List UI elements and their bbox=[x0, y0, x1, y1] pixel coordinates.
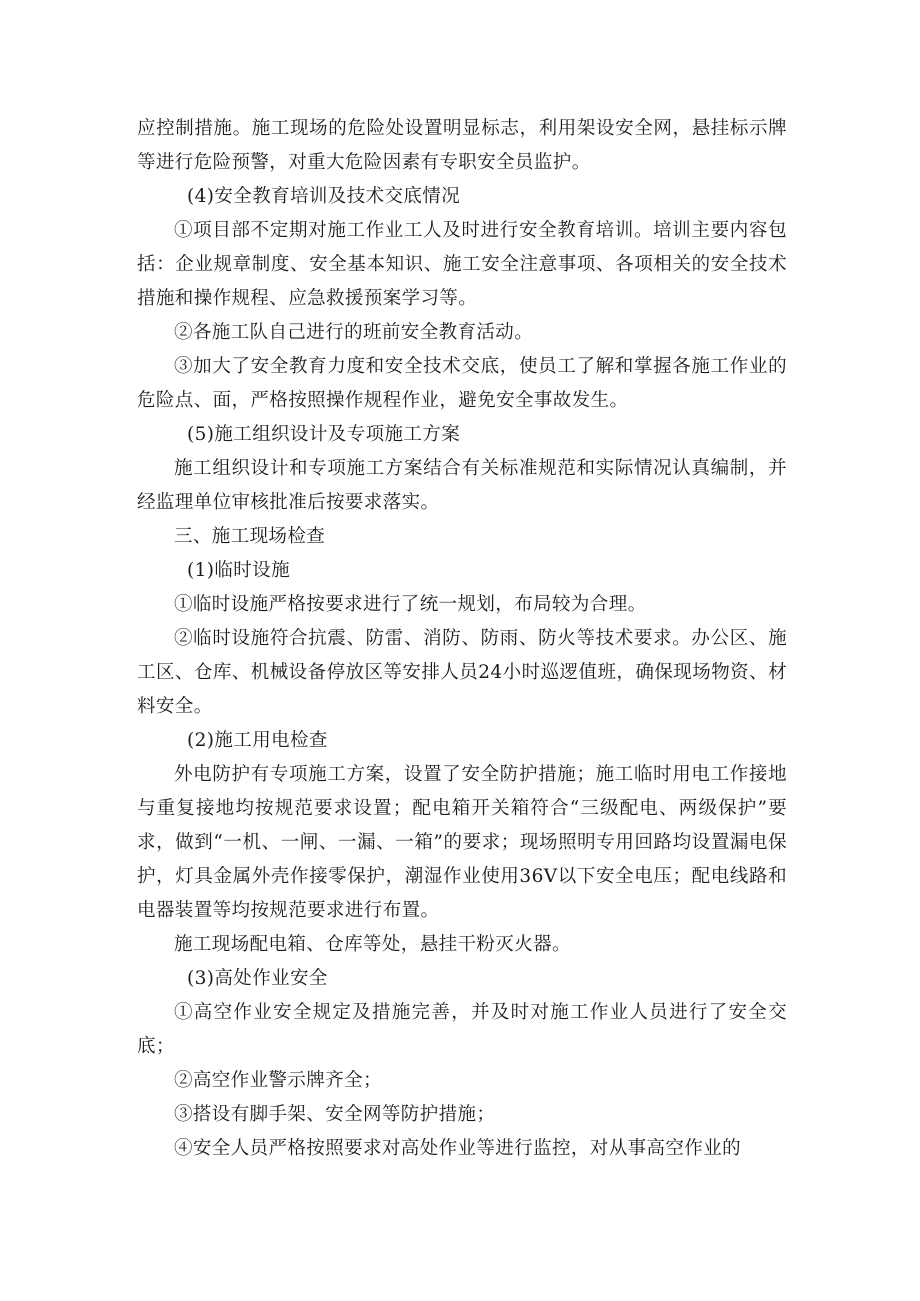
paragraph-training: ①项目部不定期对施工作业工人及时进行安全教育培训。培训主要内容包括：企业规章制度、安全基本知识、施工安全注意事项、各项相关的安全技术措施和操作规程、应急救援预案学习等。 bbox=[137, 220, 787, 309]
heading-height-work-safety: (3)高处作业安全 bbox=[187, 968, 328, 989]
heading-construction-design: (5)施工组织设计及专项施工方案 bbox=[187, 424, 461, 445]
paragraph-scaffolding: ③搭设有脚手架、安全网等防护措施； bbox=[174, 1104, 496, 1125]
paragraph-team-education: ②各施工队自己进行的班前安全教育活动。 bbox=[174, 322, 534, 343]
paragraph-technical-briefing: ③加大了安全教育力度和安全技术交底，使员工了解和掌握各施工作业的危险点、面，严格按照操作规程作业，避免安全事故发生。 bbox=[137, 356, 787, 411]
paragraph-electricity-protection: 外电防护有专项施工方案，设置了安全防护措施；施工临时用电工作接地与重复接地均按规范要求设置；配电箱开关箱符合“三级配电、两级保护”要求，做到“一机、一闸、一漏、一箱”的要求；现场照明专用回路均设置漏电保护，灯具金属外壳作接零保护，潮湿作业使用36V以下安全电压；配电线路和电器装置等均按规范要求进行布置。 bbox=[137, 764, 787, 921]
paragraph-facilities-planning: ①临时设施严格按要求进行了统一规划，布局较为合理。 bbox=[174, 594, 647, 615]
heading-electricity-inspection: (2)施工用电检查 bbox=[187, 730, 328, 751]
paragraph-facilities-requirements: ②临时设施符合抗震、防雷、消防、防雨、防火等技术要求。办公区、施工区、仓库、机械设备停放区等安排人员24小时巡逻值班，确保现场物资、材料安全。 bbox=[137, 628, 787, 717]
document-body bbox=[137, 112, 787, 1166]
paragraph-warning-signs: ②高空作业警示牌齐全； bbox=[174, 1070, 382, 1091]
heading-temporary-facilities: (1)临时设施 bbox=[187, 560, 291, 581]
paragraph-height-work-rules: ①高空作业安全规定及措施完善，并及时对施工作业人员进行了安全交底； bbox=[137, 1002, 787, 1057]
paragraph-monitoring: ④安全人员严格按照要求对高处作业等进行监控，对从事高空作业的 bbox=[174, 1138, 742, 1159]
paragraph-construction-design: 施工组织设计和专项施工方案结合有关标准规范和实际情况认真编制，并经监理单位审核批准后按要求落实。 bbox=[137, 458, 787, 513]
section-heading-site-inspection: 三、施工现场检查 bbox=[174, 526, 326, 547]
paragraph-control-measures: 应控制措施。施工现场的危险处设置明显标志，利用架设安全网，悬挂标示牌等进行危险预警，对重大危险因素有专职安全员监护。 bbox=[137, 118, 787, 173]
heading-safety-education: (4)安全教育培训及技术交底情况 bbox=[187, 186, 461, 207]
paragraph-fire-extinguishers: 施工现场配电箱、仓库等处，悬挂干粉灭火器。 bbox=[174, 934, 571, 955]
